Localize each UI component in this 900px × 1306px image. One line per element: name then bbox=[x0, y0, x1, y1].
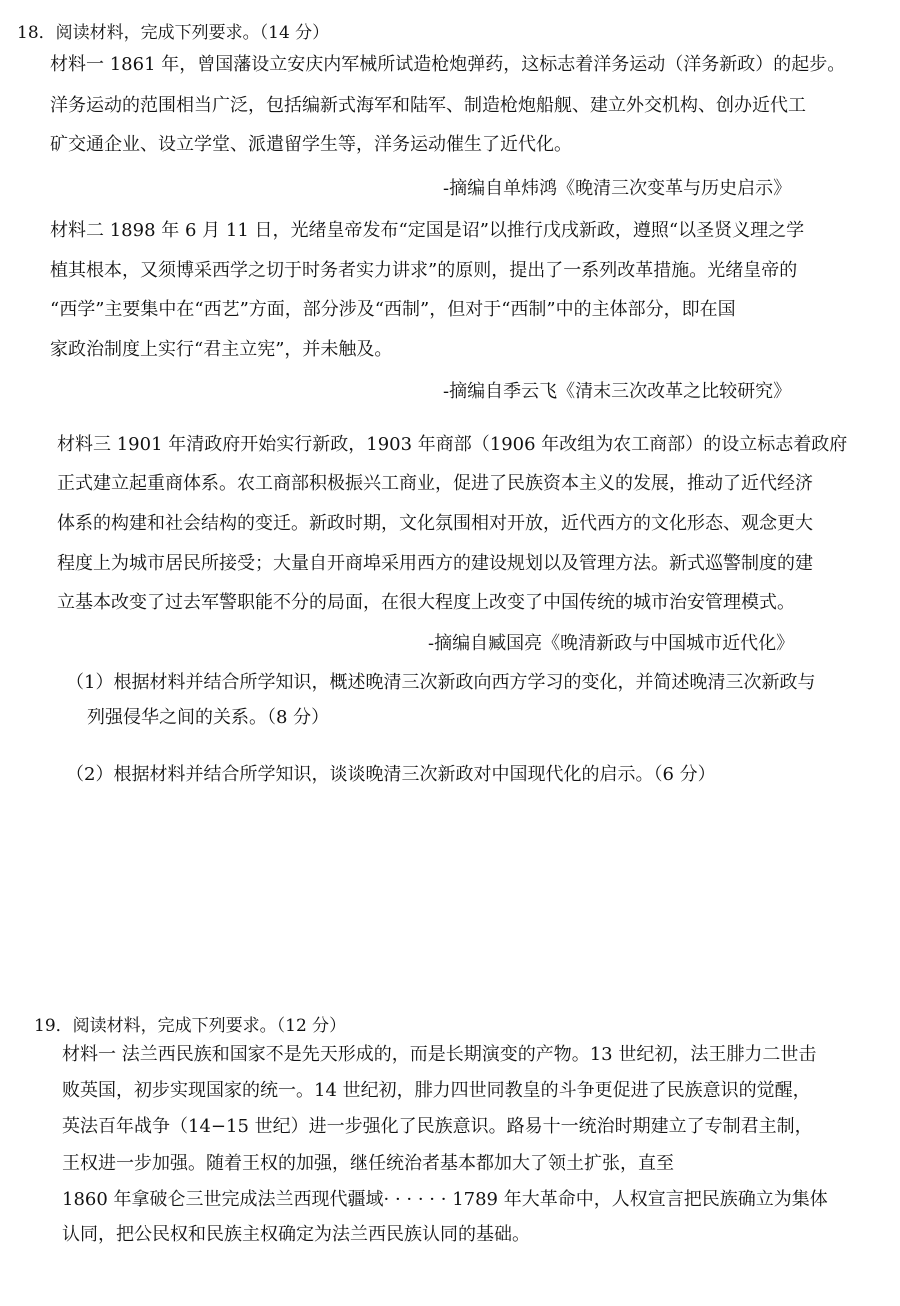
q19-m1-line-1: 材料一 法兰西民族和国家不是先天形成的，而是长期演变的产物。13 世纪初，法王腓力二世击 bbox=[62, 1044, 817, 1065]
q18-m3-line-2: 正式建立起重商体系。农工商部积极振兴工商业，促进了民族资本主义的发展，推动了近代经济 bbox=[57, 473, 813, 494]
q18-m2-source: -摘编自季云飞《清末三次改革之比较研究》 bbox=[443, 381, 792, 402]
q18-q2-line-1: （2）根据材料并结合所学知识，谈谈晚清三次新政对中国现代化的启示。（6 分） bbox=[66, 764, 716, 785]
q18-m3-line-3: 体系的构建和社会结构的变迁。新政时期，文化氛围相对开放，近代西方的文化形态、观念更大 bbox=[57, 513, 813, 534]
q18-m1-source: -摘编自单炜鸿《晚清三次变革与历史启示》 bbox=[443, 178, 792, 199]
q18-m1-line-1: 材料一 1861 年，曾国藩设立安庆内军械所试造枪炮弹药，这标志着洋务运动（洋务新政）的起步。 bbox=[50, 54, 846, 75]
q19-m1-line-4: 王权进一步加强。随着王权的加强，继任统治者基本都加大了领土扩张，直至 bbox=[62, 1153, 674, 1174]
q18-heading: 18．阅读材料，完成下列要求。（14 分） bbox=[17, 23, 330, 43]
q18-m3-line-1: 材料三 1901 年清政府开始实行新政，1903 年商部（1906 年改组为农工商部）的设立标志着政府 bbox=[57, 434, 848, 455]
q18-m2-line-2: 植其根本，又须博采西学之切于时务者实力讲求”的原则，提出了一系列改革措施。光绪皇帝的 bbox=[50, 260, 798, 281]
q19-heading: 19．阅读材料，完成下列要求。（12 分） bbox=[34, 1016, 347, 1036]
q19-m1-line-3: 英法百年战争（14−15 世纪）进一步强化了民族意识。路易十一统治时期建立了专制君主制， bbox=[62, 1116, 813, 1137]
q18-m1-line-2: 洋务运动的范围相当广泛，包括编新式海军和陆军、制造枪炮船舰、建立外交机构、创办近代工 bbox=[50, 95, 806, 116]
q18-m2-line-1: 材料二 1898 年 6 月 11 日，光绪皇帝发布“定国是诏”以推行戊戌新政，遵照“以圣贤义理之学 bbox=[50, 220, 805, 241]
q18-q1-line-1: （1）根据材料并结合所学知识，概述晚清三次新政向西方学习的变化，并简述晚清三次新政与 bbox=[66, 672, 816, 693]
q19-m1-line-6: 认同，把公民权和民族主权确定为法兰西民族认同的基础。 bbox=[62, 1224, 530, 1245]
q19-m1-line-2: 败英国，初步实现国家的统一。14 世纪初，腓力四世同教皇的斗争更促进了民族意识的觉醒， bbox=[62, 1080, 811, 1101]
q18-m3-line-5: 立基本改变了过去军警职能不分的局面，在很大程度上改变了中国传统的城市治安管理模式。 bbox=[57, 592, 795, 613]
q18-m2-line-4: 家政治制度上实行“君主立宪”，并未触及。 bbox=[50, 339, 393, 360]
q18-q1-line-2: 列强侵华之间的关系。（8 分） bbox=[87, 707, 330, 728]
q19-m1-line-5: 1860 年拿破仑三世完成法兰西现代疆域· · · · · · 1789 年大革命中，人权宣言把民族确立为集体 bbox=[62, 1189, 828, 1210]
q18-m3-source: -摘编自臧国亮《晚清新政与中国城市近代化》 bbox=[428, 633, 795, 654]
q18-m3-line-4: 程度上为城市居民所接受；大量自开商埠采用西方的建设规划以及管理方法。新式巡警制度的建 bbox=[57, 553, 813, 574]
q18-m1-line-3: 矿交通企业、设立学堂、派遣留学生等，洋务运动催生了近代化。 bbox=[50, 134, 572, 155]
q18-m2-line-3: “西学”主要集中在“西艺”方面，部分涉及“西制”，但对于“西制”中的主体部分，即在国 bbox=[50, 299, 736, 320]
